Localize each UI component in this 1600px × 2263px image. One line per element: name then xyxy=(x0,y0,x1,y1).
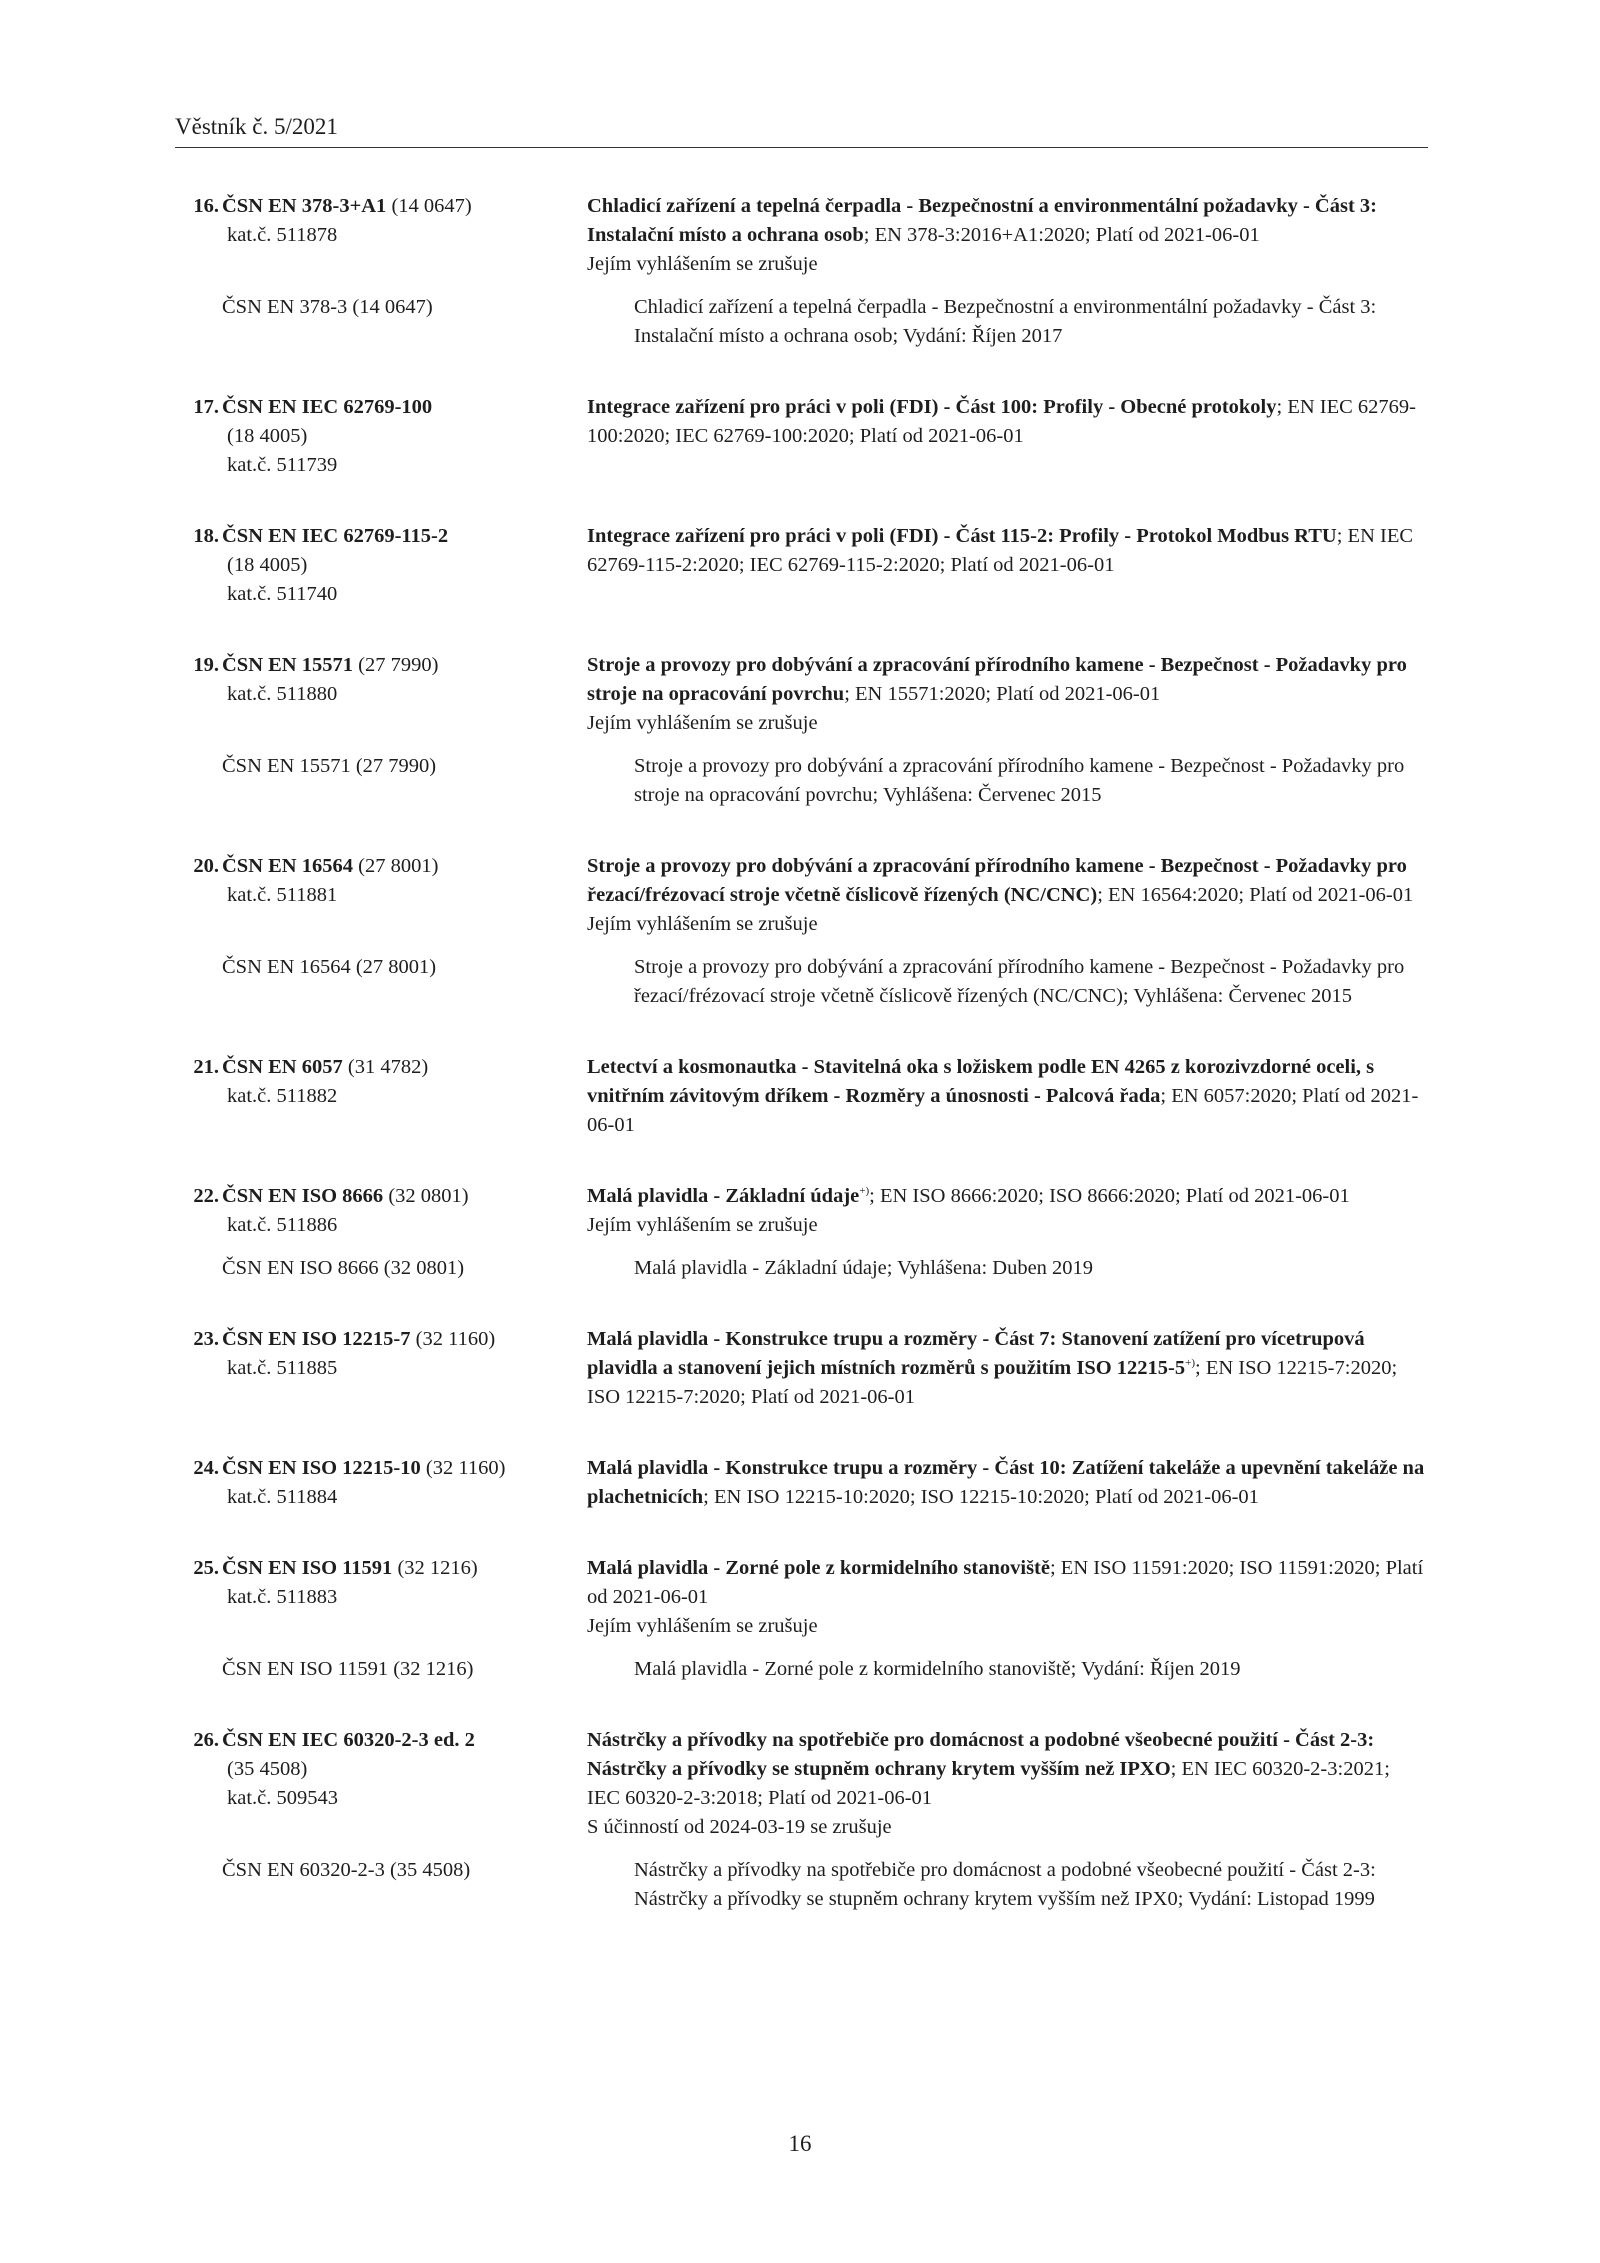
entry-main-row xyxy=(175,651,1428,738)
standard-code: ČSN EN IEC 60320-2-3 ed. 2 xyxy=(222,1729,475,1751)
standard-title: Malá plavidla - Zorné pole z kormidelního stanoviště xyxy=(587,1557,1050,1579)
entry-description xyxy=(587,393,1428,480)
standard-class-code: (31 4782) xyxy=(342,1056,429,1078)
entry-main-row xyxy=(175,393,1428,480)
catalog-number: kat.č. 511740 xyxy=(227,583,338,605)
entry-subline: (35 4508) xyxy=(227,1758,308,1780)
entry-main-row xyxy=(175,1053,1428,1140)
entry-description xyxy=(587,192,1428,279)
entry-number: 24. xyxy=(193,1457,219,1479)
replaced-standard-text: Nástrčky a přívodky na spotřebiče pro domácnost a podobné všeobecné použití - Část 2-3: Nástrčky a přívodky se stupněm ochrany krytem vyšším než IPX0; Vydání: Listopad 1999 xyxy=(634,1859,1376,1910)
entry-subline: (18 4005) xyxy=(227,425,308,447)
replacement-note: Jejím vyhlášením se zrušuje xyxy=(587,1214,818,1236)
replaced-standard-code: ČSN EN 15571 (27 7990) xyxy=(222,755,437,777)
replaced-standard-text: Chladicí zařízení a tepelná čerpadla - Bezpečnostní a environmentální požadavky - Část 3: Instalační místo a ochrana osob; Vydání: Říjen 2017 xyxy=(634,296,1377,347)
entry-main-row xyxy=(175,522,1428,609)
replacement-note: Jejím vyhlášením se zrušuje xyxy=(587,253,818,275)
replaced-standard-row xyxy=(175,293,1428,351)
standard-details: ; EN 15571:2020; Platí od 2021-06-01 xyxy=(844,683,1161,705)
replaced-standard-text: Malá plavidla - Základní údaje; Vyhlášena: Duben 2019 xyxy=(634,1257,1094,1279)
standard-details: ; EN ISO 8666:2020; ISO 8666:2020; Platí od 2021-06-01 xyxy=(869,1185,1350,1207)
standard-code: ČSN EN ISO 12215-10 xyxy=(222,1457,421,1479)
entry-code-line xyxy=(175,1454,587,1483)
standard-title: Integrace zařízení pro práci v poli (FDI) - Část 100: Profily - Obecné protokoly xyxy=(587,396,1277,418)
entry-description xyxy=(587,1325,1428,1412)
entry-code-column xyxy=(175,1182,587,1240)
standard-class-code: (32 0801) xyxy=(383,1185,469,1207)
standard-details: ; EN 6057:2020; Platí od 2021-06-01 xyxy=(587,1085,1419,1136)
entry-description xyxy=(587,522,1428,609)
entry-code-line xyxy=(175,1053,587,1082)
entry-subline: kat.č. 511882 xyxy=(227,1085,338,1107)
standard-entry xyxy=(175,522,1428,609)
standard-details: ; EN ISO 12215-7:2020; ISO 12215-7:2020; Platí od 2021-06-01 xyxy=(587,1357,1398,1408)
standard-title: Letectví a kosmonautka - Stavitelná oka s ložiskem podle EN 4265 z korozivzdorné oceli, s vnitřním závitovým dříkem - Rozměry a únosnosti - Palcová řada xyxy=(587,1056,1375,1107)
catalog-number: kat.č. 511739 xyxy=(227,454,338,476)
standard-code: ČSN EN IEC 62769-100 xyxy=(222,396,433,418)
entry-number: 17. xyxy=(193,396,219,418)
entry-code-column xyxy=(175,1053,587,1140)
standard-entry xyxy=(175,1053,1428,1140)
entry-code-column xyxy=(175,852,587,939)
entry-subline: kat.č. 511885 xyxy=(227,1357,338,1379)
standard-details: ; EN IEC 62769-115-2:2020; IEC 62769-115-2:2020; Platí od 2021-06-01 xyxy=(587,525,1414,576)
standard-title: Malá plavidla - Základní údaje xyxy=(587,1185,860,1207)
entry-number: 20. xyxy=(193,855,219,877)
replaced-standard-text: Malá plavidla - Zorné pole z kormidelního stanoviště; Vydání: Říjen 2019 xyxy=(634,1658,1241,1680)
replaced-standard-text: Stroje a provozy pro dobývání a zpracování přírodního kamene - Bezpečnost - Požadavky pro stroje na opracování povrchu; Vyhlášena: Červenec 2015 xyxy=(634,755,1405,806)
entry-description xyxy=(587,1554,1428,1641)
standard-code: ČSN EN 378-3+A1 xyxy=(222,195,387,217)
entry-code-line xyxy=(175,522,587,551)
entry-subline: (18 4005) xyxy=(227,554,308,576)
standards-list xyxy=(175,192,1428,1956)
standard-entry xyxy=(175,1182,1428,1283)
entry-main-row xyxy=(175,192,1428,279)
entry-description xyxy=(587,1726,1428,1842)
entry-code-line xyxy=(175,393,587,422)
entry-code-line xyxy=(175,1182,587,1211)
standard-details: ; EN ISO 11591:2020; ISO 11591:2020; Platí od 2021-06-01 xyxy=(587,1557,1424,1608)
entry-subline: kat.č. 511880 xyxy=(227,683,338,705)
entry-code-column xyxy=(175,1726,587,1842)
replacement-note: Jejím vyhlášením se zrušuje xyxy=(587,712,818,734)
page-number: 16 xyxy=(788,2131,812,2156)
entry-main-row xyxy=(175,1726,1428,1842)
entry-code-column xyxy=(175,651,587,738)
entry-description xyxy=(587,651,1428,738)
entry-number: 16. xyxy=(193,195,219,217)
replaced-standard-code: ČSN EN ISO 11591 (32 1216) xyxy=(222,1658,474,1680)
entry-number: 19. xyxy=(193,654,219,676)
standard-class-code: (32 1160) xyxy=(420,1457,506,1479)
entry-subline: kat.č. 511884 xyxy=(227,1486,338,1508)
entry-code-line xyxy=(175,1554,587,1583)
entry-number: 25. xyxy=(193,1557,219,1579)
standard-entry xyxy=(175,1554,1428,1684)
replacement-note: Jejím vyhlášením se zrušuje xyxy=(587,913,818,935)
standard-entry xyxy=(175,393,1428,480)
standard-code: ČSN EN 15571 xyxy=(222,654,353,676)
entry-code-column xyxy=(175,1325,587,1412)
standard-code: ČSN EN ISO 12215-7 xyxy=(222,1328,411,1350)
standard-title: Malá plavidla - Konstrukce trupu a rozměry - Část 10: Zatížení takeláže a upevnění takeláže na plachetnicích xyxy=(587,1457,1425,1508)
entry-main-row xyxy=(175,1325,1428,1412)
replaced-standard-row xyxy=(175,1655,1428,1684)
replaced-standard-row xyxy=(175,752,1428,810)
entry-number: 21. xyxy=(193,1056,219,1078)
replacement-note: S účinností od 2024-03-19 se zrušuje xyxy=(587,1816,892,1838)
standard-code: ČSN EN ISO 11591 xyxy=(222,1557,393,1579)
standard-details: ; EN 16564:2020; Platí od 2021-06-01 xyxy=(1097,884,1414,906)
standard-entry xyxy=(175,651,1428,810)
page-header: Věstník č. 5/2021 xyxy=(175,114,338,139)
standard-entry xyxy=(175,1325,1428,1412)
entry-main-row xyxy=(175,1454,1428,1512)
catalog-number: kat.č. 509543 xyxy=(227,1787,339,1809)
replaced-standard-text: Stroje a provozy pro dobývání a zpracování přírodního kamene - Bezpečnost - Požadavky pro řezací/frézovací stroje včetně číslicově řízených (NC/CNC); Vyhlášena: Červenec 2015 xyxy=(634,956,1405,1007)
standard-class-code: (14 0647) xyxy=(386,195,472,217)
replaced-standard-code: ČSN EN 16564 (27 8001) xyxy=(222,956,437,978)
standard-title: Nástrčky a přívodky na spotřebiče pro domácnost a podobné všeobecné použití - Část 2-3: Nástrčky a přívodky se stupněm ochrany krytem vyšším než IPXO xyxy=(587,1729,1375,1780)
replacement-note: Jejím vyhlášením se zrušuje xyxy=(587,1615,818,1637)
entry-code-column xyxy=(175,393,587,480)
replaced-standard-row xyxy=(175,953,1428,1011)
header-rule xyxy=(175,147,1428,148)
entry-main-row xyxy=(175,1182,1428,1240)
standard-entry xyxy=(175,1454,1428,1512)
entry-code-column xyxy=(175,1454,587,1512)
entry-code-line xyxy=(175,852,587,881)
entry-description xyxy=(587,1053,1428,1140)
entry-code-column xyxy=(175,522,587,609)
replaced-standard-code: ČSN EN 378-3 (14 0647) xyxy=(222,296,433,318)
standard-code: ČSN EN ISO 8666 xyxy=(222,1185,384,1207)
entry-code-column xyxy=(175,192,587,279)
standard-class-code: (32 1160) xyxy=(410,1328,496,1350)
standard-title: Stroje a provozy pro dobývání a zpracování přírodního kamene - Bezpečnost - Požadavky pro řezací/frézovací stroje včetně číslicově řízených (NC/CNC) xyxy=(587,855,1407,906)
entry-main-row xyxy=(175,1554,1428,1641)
entry-subline: kat.č. 511886 xyxy=(227,1214,338,1236)
standard-code: ČSN EN IEC 62769-115-2 xyxy=(222,525,449,547)
standard-details: ; EN IEC 62769-100:2020; IEC 62769-100:2020; Platí od 2021-06-01 xyxy=(587,396,1416,447)
entry-description xyxy=(587,1182,1428,1240)
standard-details: ; EN 378-3:2016+A1:2020; Platí od 2021-06-01 xyxy=(863,224,1260,246)
standard-class-code: (27 7990) xyxy=(353,654,439,676)
replaced-standard-code: ČSN EN 60320-2-3 (35 4508) xyxy=(222,1859,471,1881)
standard-title: Integrace zařízení pro práci v poli (FDI) - Část 115-2: Profily - Protokol Modbus RTU xyxy=(587,525,1337,547)
standard-class-code: (27 8001) xyxy=(353,855,439,877)
footnote-marker: +) xyxy=(1185,1357,1195,1370)
entry-number: 26. xyxy=(193,1729,219,1751)
standard-title: Malá plavidla - Konstrukce trupu a rozměry - Část 7: Stanovení zatížení pro vícetrupová plavidla a stanovení jejich místních rozměrů s použitím ISO 12215-5 xyxy=(587,1328,1365,1379)
entry-number: 18. xyxy=(193,525,219,547)
entry-subline: kat.č. 511883 xyxy=(227,1586,338,1608)
entry-subline: kat.č. 511881 xyxy=(227,884,338,906)
entry-number: 23. xyxy=(193,1328,219,1350)
entry-code-line xyxy=(175,1325,587,1354)
standard-entry xyxy=(175,1726,1428,1914)
standard-code: ČSN EN 16564 xyxy=(222,855,353,877)
entry-description xyxy=(587,1454,1428,1512)
entry-number: 22. xyxy=(193,1185,219,1207)
replaced-standard-code: ČSN EN ISO 8666 (32 0801) xyxy=(222,1257,465,1279)
entry-main-row xyxy=(175,852,1428,939)
standard-details: ; EN ISO 12215-10:2020; ISO 12215-10:2020; Platí od 2021-06-01 xyxy=(703,1486,1259,1508)
entry-code-line xyxy=(175,192,587,221)
entry-subline: kat.č. 511878 xyxy=(227,224,338,246)
footnote-marker: +) xyxy=(859,1185,870,1198)
standard-entry xyxy=(175,852,1428,1011)
replaced-standard-row xyxy=(175,1254,1428,1283)
standard-class-code: (32 1216) xyxy=(392,1557,478,1579)
standard-entry xyxy=(175,192,1428,351)
replaced-standard-row xyxy=(175,1856,1428,1914)
standard-title: Chladicí zařízení a tepelná čerpadla - Bezpečnostní a environmentální požadavky - Část 3: Instalační místo a ochrana osob xyxy=(587,195,1377,246)
standard-code: ČSN EN 6057 xyxy=(222,1056,343,1078)
entry-code-column xyxy=(175,1554,587,1641)
entry-code-line xyxy=(175,651,587,680)
standard-title: Stroje a provozy pro dobývání a zpracování přírodního kamene - Bezpečnost - Požadavky pro stroje na opracování povrchu xyxy=(587,654,1407,705)
standard-details: ; EN IEC 60320-2-3:2021; IEC 60320-2-3:2018; Platí od 2021-06-01 xyxy=(587,1758,1390,1809)
entry-description xyxy=(587,852,1428,939)
entry-code-line xyxy=(175,1726,587,1755)
